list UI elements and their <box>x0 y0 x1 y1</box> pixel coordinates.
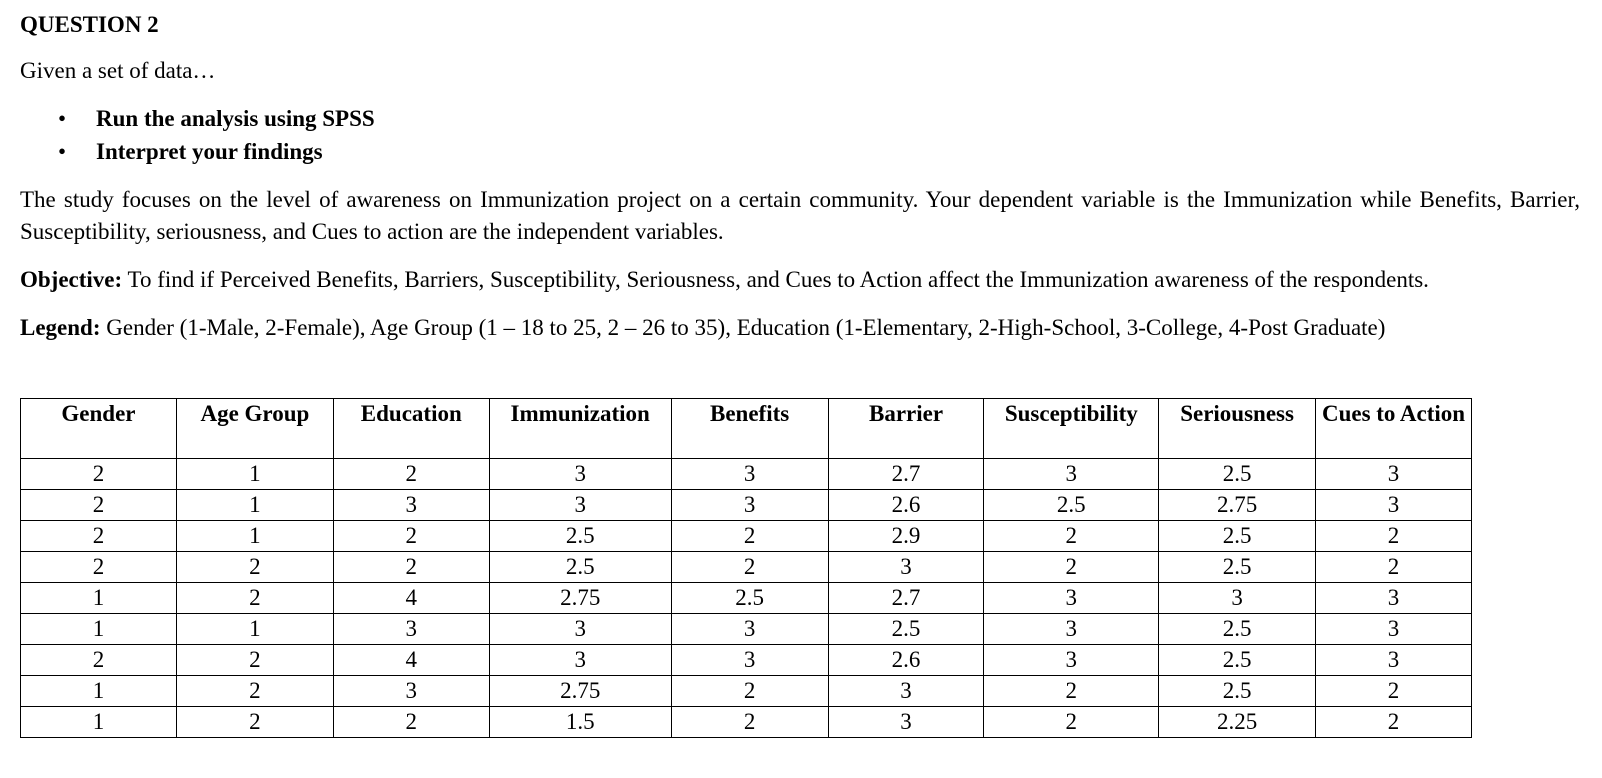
table-cell: 3 <box>489 459 671 490</box>
table-cell: 4 <box>333 645 489 676</box>
table-cell: 2 <box>1316 707 1472 738</box>
table-cell: 3 <box>984 645 1159 676</box>
table-cell: 3 <box>333 676 489 707</box>
table-cell: 3 <box>671 459 828 490</box>
table-cell: 2 <box>176 645 333 676</box>
table-cell: 2.6 <box>828 490 984 521</box>
table-cell: 3 <box>1316 459 1472 490</box>
study-description: The study focuses on the level of awareness on Immunization project on a certain community. Your dependent variable is the Immunization while Benefits, Barrier, Susceptibility, seriousness, and Cues to action are the independent variables. <box>20 187 1580 244</box>
column-header: Seriousness <box>1159 399 1316 459</box>
column-header: Immunization <box>489 399 671 459</box>
table-row <box>21 459 1472 490</box>
table-cell: 1 <box>176 459 333 490</box>
bullet-icon: • <box>58 139 67 164</box>
table-row <box>21 552 1472 583</box>
table-cell: 2 <box>21 459 177 490</box>
table-cell: 2 <box>984 521 1159 552</box>
table-cell: 2.75 <box>1159 490 1316 521</box>
task-list <box>20 102 1580 168</box>
table-cell: 3 <box>1316 490 1472 521</box>
table-cell: 3 <box>984 614 1159 645</box>
column-header: Gender <box>21 399 177 459</box>
table-cell: 2 <box>176 676 333 707</box>
table-cell: 2.5 <box>489 521 671 552</box>
table-cell: 3 <box>489 645 671 676</box>
objective-label: Objective: <box>20 267 123 292</box>
table-row <box>21 583 1472 614</box>
table-cell: 2 <box>176 552 333 583</box>
table-cell: 3 <box>984 583 1159 614</box>
table-cell: 3 <box>828 552 984 583</box>
table-cell: 3 <box>828 707 984 738</box>
table-cell: 2 <box>984 707 1159 738</box>
table-cell: 2 <box>671 707 828 738</box>
table-cell: 2 <box>333 552 489 583</box>
table-cell: 2.7 <box>828 583 984 614</box>
table-cell: 2 <box>333 521 489 552</box>
table-cell: 2.5 <box>1159 552 1316 583</box>
table-cell: 2 <box>21 552 177 583</box>
column-header: Age Group <box>176 399 333 459</box>
table-cell: 2 <box>21 645 177 676</box>
table-cell: 3 <box>333 490 489 521</box>
table-cell: 2 <box>333 459 489 490</box>
table-cell: 1 <box>176 521 333 552</box>
legend-paragraph <box>20 312 1580 344</box>
table-cell: 3 <box>984 459 1159 490</box>
table-cell: 2 <box>176 707 333 738</box>
table-cell: 1 <box>176 614 333 645</box>
table-cell: 2.75 <box>489 583 671 614</box>
table-row <box>21 676 1472 707</box>
table-cell: 3 <box>333 614 489 645</box>
table-cell: 2.5 <box>828 614 984 645</box>
table-cell: 1 <box>176 490 333 521</box>
table-cell: 2.5 <box>671 583 828 614</box>
table-cell: 2 <box>1316 676 1472 707</box>
table-cell: 2 <box>671 521 828 552</box>
task-label: Run the analysis using SPSS <box>96 106 375 131</box>
table-cell: 1.5 <box>489 707 671 738</box>
table-cell: 3 <box>1316 614 1472 645</box>
table-cell: 2.7 <box>828 459 984 490</box>
table-cell: 3 <box>489 614 671 645</box>
column-header: Education <box>333 399 489 459</box>
table-cell: 3 <box>828 676 984 707</box>
table-row <box>21 614 1472 645</box>
data-table <box>20 398 1472 738</box>
table-cell: 1 <box>21 707 177 738</box>
column-header: Barrier <box>828 399 984 459</box>
column-header: Benefits <box>671 399 828 459</box>
column-header: Susceptibility <box>984 399 1159 459</box>
table-cell: 3 <box>671 645 828 676</box>
table-row <box>21 521 1472 552</box>
table-cell: 2 <box>984 676 1159 707</box>
table-cell: 3 <box>1316 645 1472 676</box>
task-item <box>20 102 1580 135</box>
table-cell: 2.5 <box>489 552 671 583</box>
table-cell: 3 <box>489 490 671 521</box>
table-cell: 2 <box>1316 521 1472 552</box>
table-body <box>21 459 1472 738</box>
objective-paragraph <box>20 264 1580 296</box>
question-heading: QUESTION 2 <box>20 12 159 37</box>
table-cell: 3 <box>1159 583 1316 614</box>
table-row <box>21 707 1472 738</box>
table-cell: 2 <box>21 490 177 521</box>
legend-text: Gender (1-Male, 2-Female), Age Group (1 – 18 to 25, 2 – 26 to 35), Education (1-Elementary, 2-High-School, 3-College, 4-Post Graduate) <box>100 315 1386 340</box>
bullet-icon: • <box>58 106 67 131</box>
table-cell: 2.5 <box>1159 459 1316 490</box>
table-cell: 1 <box>21 614 177 645</box>
table-cell: 2.5 <box>1159 645 1316 676</box>
table-cell: 2.5 <box>1159 521 1316 552</box>
table-cell: 2 <box>984 552 1159 583</box>
table-row <box>21 645 1472 676</box>
table-cell: 1 <box>21 676 177 707</box>
document-page <box>20 0 1580 344</box>
table-cell: 2.6 <box>828 645 984 676</box>
table-cell: 2 <box>333 707 489 738</box>
table-cell: 3 <box>671 614 828 645</box>
table-header-row <box>21 399 1472 459</box>
intro-text: Given a set of data… <box>20 58 216 83</box>
table-cell: 2.75 <box>489 676 671 707</box>
table-cell: 4 <box>333 583 489 614</box>
table-cell: 2.5 <box>984 490 1159 521</box>
table-cell: 3 <box>1316 583 1472 614</box>
table-cell: 2.9 <box>828 521 984 552</box>
task-label: Interpret your findings <box>96 139 323 164</box>
objective-text: To find if Perceived Benefits, Barriers, Susceptibility, Seriousness, and Cues to Action affect the Immunization awareness of the respondents. <box>122 267 1429 292</box>
table-cell: 2 <box>1316 552 1472 583</box>
table-cell: 2.25 <box>1159 707 1316 738</box>
table-cell: 2 <box>671 676 828 707</box>
table-cell: 2 <box>21 521 177 552</box>
column-header: Cues to Action <box>1316 399 1472 459</box>
table-cell: 2 <box>176 583 333 614</box>
table-cell: 2.5 <box>1159 676 1316 707</box>
legend-label: Legend: <box>20 315 101 340</box>
table-row <box>21 490 1472 521</box>
table-cell: 2 <box>671 552 828 583</box>
table-cell: 2.5 <box>1159 614 1316 645</box>
table-cell: 1 <box>21 583 177 614</box>
task-item <box>20 135 1580 168</box>
table-cell: 3 <box>671 490 828 521</box>
